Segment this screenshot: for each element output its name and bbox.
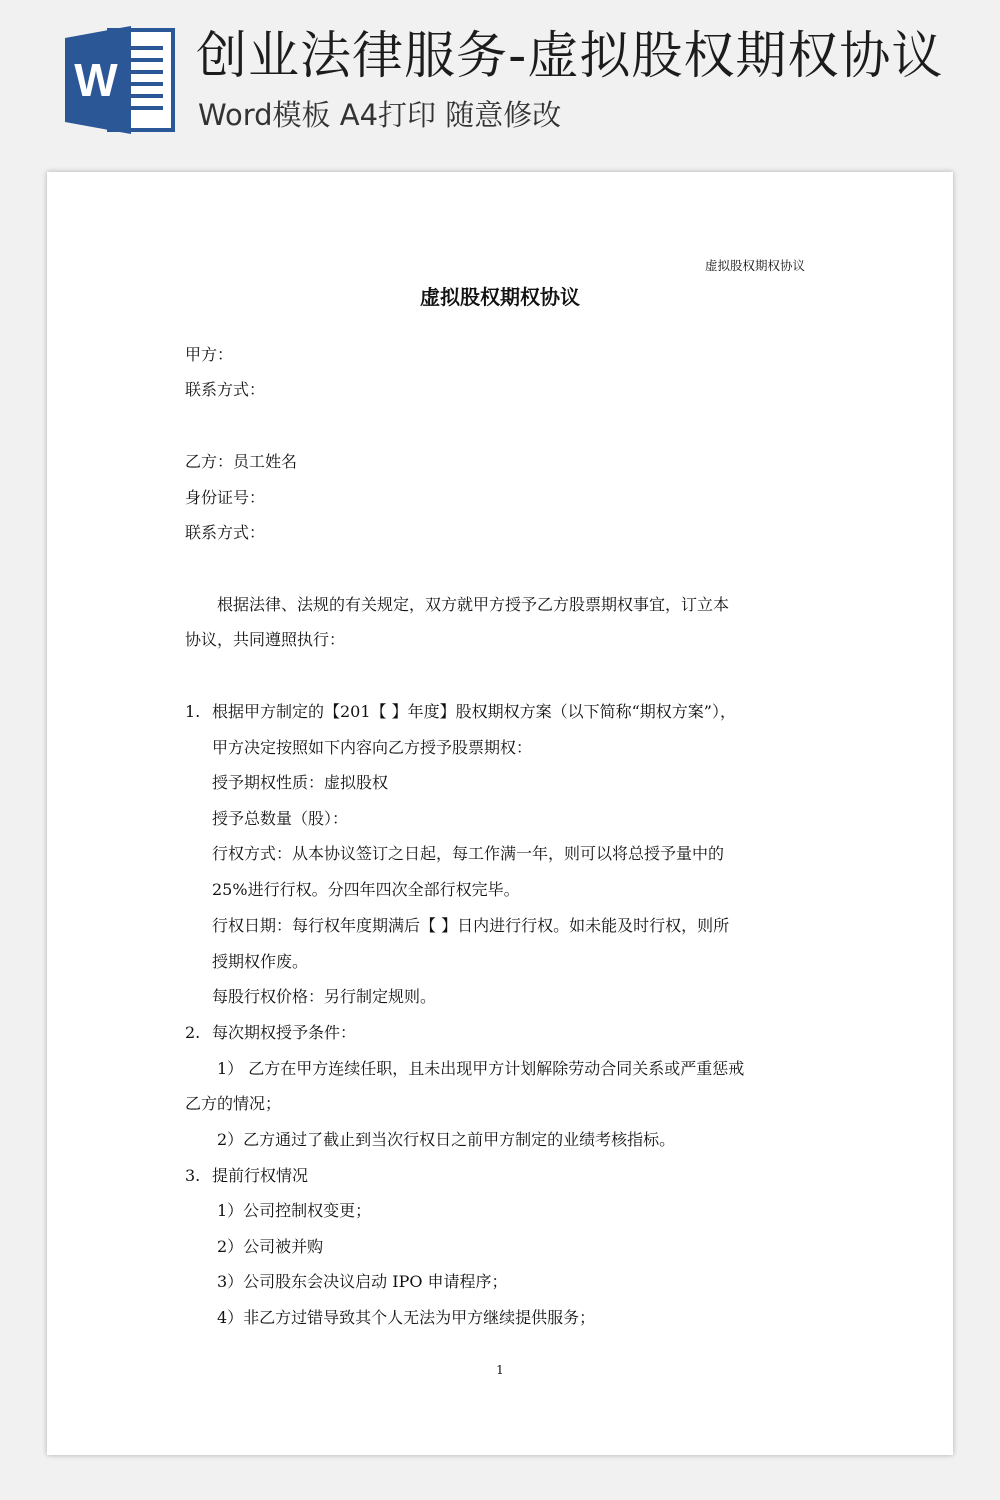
clause-line: 授予期权性质：虚拟股权 bbox=[212, 773, 389, 792]
clause-item: 3）公司股东会决议启动 IPO 申请程序； bbox=[217, 1272, 508, 1291]
page-number: 1 bbox=[496, 1363, 504, 1377]
preamble-line: 根据法律、法规的有关规定，双方就甲方授予乙方股票期权事宜，订立本 bbox=[217, 595, 730, 614]
banner-title: 创业法律服务-虚拟股权期权协议 bbox=[196, 27, 944, 86]
clause-line: 行权方式：从本协议签订之日起，每工作满一年，则可以将总授予量中的 bbox=[212, 844, 725, 863]
party-b-label: 乙方：员工姓名 bbox=[185, 452, 298, 471]
party-b-contact: 联系方式： bbox=[185, 523, 266, 542]
running-header: 虚拟股权期权协议 bbox=[705, 258, 806, 273]
clause-heading: 提前行权情况 bbox=[212, 1166, 309, 1185]
clause-item: 1）公司控制权变更； bbox=[217, 1201, 372, 1220]
party-b-id: 身份证号： bbox=[185, 488, 266, 507]
party-a-label: 甲方： bbox=[185, 345, 234, 364]
clause-line: 行权日期：每行权年度期满后【 】日内进行行权。如未能及时行权，则所 bbox=[212, 916, 730, 935]
banner-subtitle: Word模板 A4打印 随意修改 bbox=[198, 98, 562, 132]
clause-item: 4）非乙方过错导致其个人无法为甲方继续提供服务； bbox=[217, 1308, 596, 1327]
party-a-contact: 联系方式： bbox=[185, 380, 266, 399]
clause-line: 每股行权价格：另行制定规则。 bbox=[212, 987, 437, 1006]
clause-item: 2）乙方通过了截止到当次行权日之前甲方制定的业绩考核指标。 bbox=[217, 1130, 676, 1149]
clause-item: 乙方的情况； bbox=[185, 1094, 282, 1113]
document-page bbox=[47, 172, 953, 1455]
clause-line: 甲方决定按照如下内容向乙方授予股票期权： bbox=[212, 738, 533, 757]
clause-line: 授期权作废。 bbox=[212, 952, 309, 971]
preamble-line: 协议，共同遵照执行： bbox=[185, 630, 346, 649]
clause-number: 3. bbox=[185, 1166, 201, 1185]
clause-line: 授予总数量（股）： bbox=[212, 809, 349, 828]
clause-item: 1） 乙方在甲方连续任职，且未出现甲方计划解除劳动合同关系或严重惩戒 bbox=[217, 1059, 745, 1078]
clause-number: 2. bbox=[185, 1023, 201, 1042]
clause-item: 2）公司被并购 bbox=[217, 1237, 324, 1256]
clause-number: 1. bbox=[185, 702, 201, 721]
svg-text:W: W bbox=[74, 54, 118, 106]
document-title: 虚拟股权期权协议 bbox=[420, 285, 580, 309]
clause-heading: 每次期权授予条件： bbox=[212, 1023, 357, 1042]
clause-line: 25%进行行权。分四年四次全部行权完毕。 bbox=[212, 880, 520, 899]
template-banner bbox=[0, 0, 1000, 160]
word-document-icon bbox=[65, 26, 177, 134]
clause-line: 根据甲方制定的【201【 】年度】股权期权方案（以下简称“期权方案”）， bbox=[212, 702, 736, 721]
